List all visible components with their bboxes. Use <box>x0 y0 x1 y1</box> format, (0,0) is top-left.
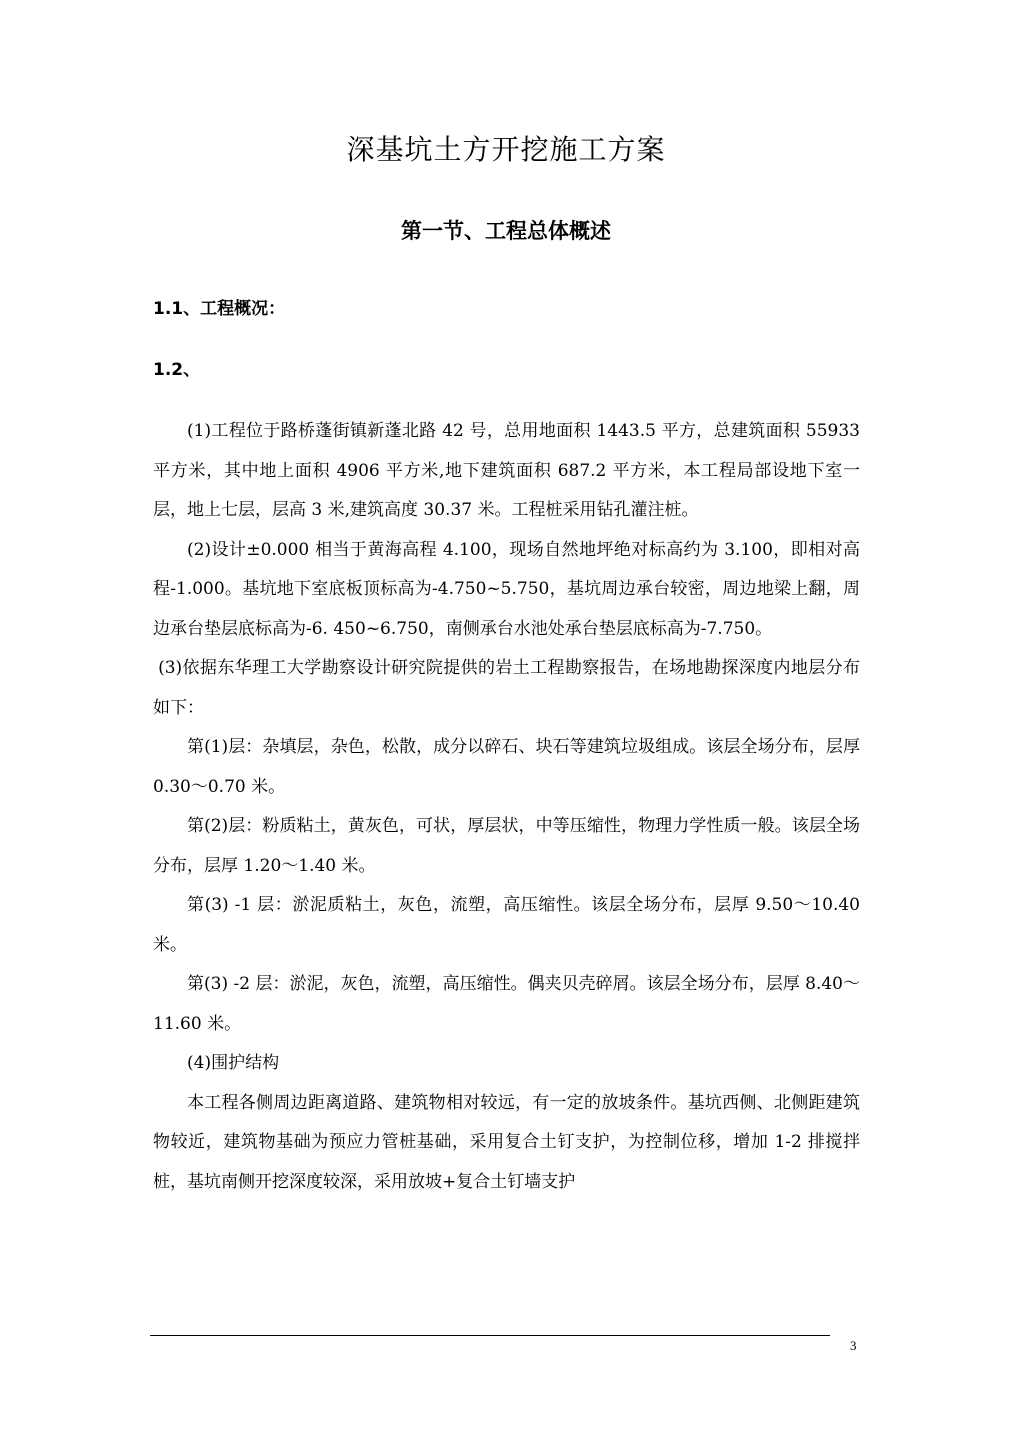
footer-divider <box>150 1335 830 1336</box>
page-number: 3 <box>850 1338 857 1353</box>
body-text <box>153 412 860 1202</box>
heading-1-1: 1.1、工程概况： <box>153 299 286 319</box>
section-title: 第一节、工程总体概述 <box>401 219 611 243</box>
paragraph-location: (1)工程位于路桥蓬街镇新蓬北路 42 号，总用地面积 1443.5 平方，总建筑面积 55933 平方米，其中地上面积 4906 平方米,地下建筑面积 687.2 平方米，本工程局部设地下室一层，地上七层，层高 3 米,建筑高度 30.37 米。工程桩采用钻孔灌注桩。 <box>153 421 860 520</box>
paragraph-retaining-heading: (4)围护结构 <box>187 1053 280 1073</box>
paragraph-layer-3-1: 第(3) -1 层：淤泥质粘土，灰色，流塑，高压缩性。该层全场分布，层厚 9.50～10.40 米。 <box>153 895 860 955</box>
heading-1-2: 1.2、 <box>153 360 201 380</box>
paragraph-retaining-structure: 本工程各侧周边距离道路、建筑物相对较远，有一定的放坡条件。基坑西侧、北侧距建筑物较近，建筑物基础为预应力管桩基础，采用复合土钉支护，为控制位移，增加 1-2 排搅拌桩，基坑南侧开挖深度较深，采用放坡+复合土钉墙支护 <box>153 1092 860 1192</box>
paragraph-survey: (3)依据东华理工大学勘察设计研究院提供的岩土工程勘察报告，在场地勘探深度内地层分布如下： <box>153 658 860 718</box>
paragraph-layer-2: 第(2)层：粉质粘土，黄灰色，可状，厚层状，中等压缩性，物理力学性质一般。该层全场分布，层厚 1.20～1.40 米。 <box>153 816 860 876</box>
paragraph-layer-3-2: 第(3) -2 层：淤泥，灰色，流塑，高压缩性。偶夹贝壳碎屑。该层全场分布，层厚 8.40～11.60 米。 <box>153 974 860 1034</box>
paragraph-layer-1: 第(1)层：杂填层，杂色，松散，成分以碎石、块石等建筑垃圾组成。该层全场分布，层厚 0.30～0.70 米。 <box>153 737 860 797</box>
paragraph-elevation: (2)设计±0.000 相当于黄海高程 4.100，现场自然地坪绝对标高约为 3.100，即相对高程-1.000。基坑地下室底板顶标高为-4.750~5.750，基坑周边承台较密，周边地梁上翻，周边承台垫层底标高为-6. 450~6.750，南侧承台水池处承台垫层底标高为-7.750。 <box>153 539 860 639</box>
document-title: 深基坑土方开挖施工方案 <box>346 133 666 166</box>
